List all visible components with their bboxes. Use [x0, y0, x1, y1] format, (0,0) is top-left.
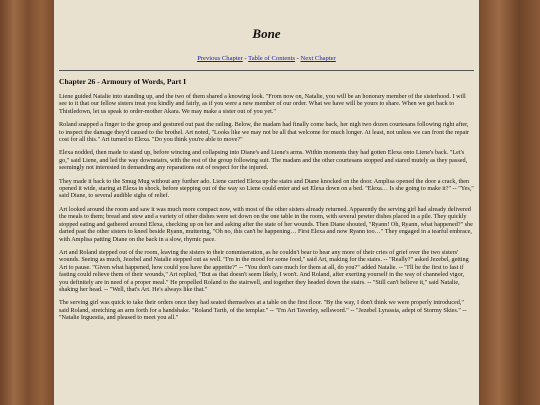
table-of-contents-link[interactable]: Table of Contents: [248, 55, 295, 62]
divider: [59, 70, 474, 71]
paragraph: Roland snapped a finger to the group and gestured out past the railing. Below, the madam had finally come back, her nigh two dozen courtesans following right after, to inspect the damage they'd caused to the brothel. Art noted, "Looks like we may not be all that welcome for much longer. At least, not unless we can front the repair cost for all this." Art turned to Elexa. "Do you think you're able to move?": [59, 121, 470, 144]
paragraph: They made it back to the Smug Mug without any further ado. Liene carried Elexa up the stairs and Diane knocked on the door. Amplisa opened the door a crack, then opened it wide, staring at Elexa in shock, before stepping out of the way so Liene could enter and set Elexa down on a bed. "Elexa… Is she going to make it?" -- "Yes," said Diane, to several audible sighs of relief.: [59, 177, 474, 200]
next-chapter-link[interactable]: Next Chapter: [300, 55, 336, 62]
paragraph: The serving girl was quick to take their orders once they had seated themselves at a table on the first floor. "By the way, I don't think we were properly introduced," said Roland, stretching an arm forth for a handshake. "Roland Tarth, of the templar." -- "I'm Art Taverley, sellsword." -- "Jezebel Lyrassia, adept of Stormy Skies." -- "Natalie Inguestia, and pleased to meet you all.": [59, 299, 467, 322]
nav-separator: -: [242, 55, 249, 62]
chapter-heading: Chapter 26 - Armoury of Words, Part I: [59, 77, 187, 86]
background-texture: [479, 0, 540, 405]
chapter-body: [59, 93, 474, 322]
paragraph: Liene guided Natalie into standing up, and the two of them shared a knowing look. "From now on, Natalie, you will be an honorary member of the sisterhood. I will see to it that our fellow sisters treat you kindly and fairly, as if you were a new member of our order. What we have will be yours to share. When we get back to Thistledown, let us speak to order-mother Akara. We may make a sister out of you yet.": [59, 93, 466, 115]
paragraph: Art and Roland stepped out of the room, leaving the sisters to their commiseration, as he couldn't bear to hear any more of their cries of grief over the two sisters' wounds. Seeing as much, Jezebel and Natalie stepped out as well. "I'm in the mood for some food," said Art, making for the stairs. -- "Really?" asked Jezebel, getting Art to pause. "Given what happened, how could you have the appetite?" -- "You don't care much for them at all, do you?" added Natalie. -- "I'll be the first to fast if fasting could relieve them of their wounds," Art replied, "But as that doesn't seem likely, I won't. And Roland, after exerting yourself in the way of channeled vigor, you definitely are in need of a proper meal." He propelled Roland to the stairwell, and together they headed down the stairs. -- "Still can't believe it," said Natalie, shaking her head. -- "Well, that's Art. He's always like that.": [59, 248, 469, 293]
paragraph: Elexa nodded, then made to stand up, before wincing and collapsing into Diane's and Liene's arms. Within moments they had gotten Elexa onto Liene's back. "Let's go," said Liene, and led the way downstairs, with the rest of the group following suit. The madam and the other courtesans stopped and stared mutely as they passed, seemingly not interested in demanding any reparations out of respect for the injured.: [59, 149, 468, 172]
page-title: Bone: [252, 26, 281, 41]
previous-chapter-link[interactable]: Previous Chapter: [197, 55, 243, 62]
nav-separator: -: [294, 55, 301, 62]
document-page: [54, 0, 479, 405]
chapter-navigation: [59, 55, 474, 62]
paragraph: Art looked around the room and saw it was much more compact now, with most of the other sisters already returned. Apparently the serving girl had already delivered the meals to them; bread and stew and a variety of other dishes were set down on the one table in the room, with several pewter dishes placed in a pile. They quickly stopped eating and gathered around Elexa, checking up on her and asking after the state of her wounds. Then Diane shouted, "Ryann! Oh, Ryann, what happened?" she darted past the other sisters to kneel beside Ryann, muttering, "Oh no, this can't be happening… First Elexa and now Ryann too…" They engaged in a tearful embrace, with Amplisa patting Diane on the back in a slow, rhymic pace.: [59, 205, 473, 243]
